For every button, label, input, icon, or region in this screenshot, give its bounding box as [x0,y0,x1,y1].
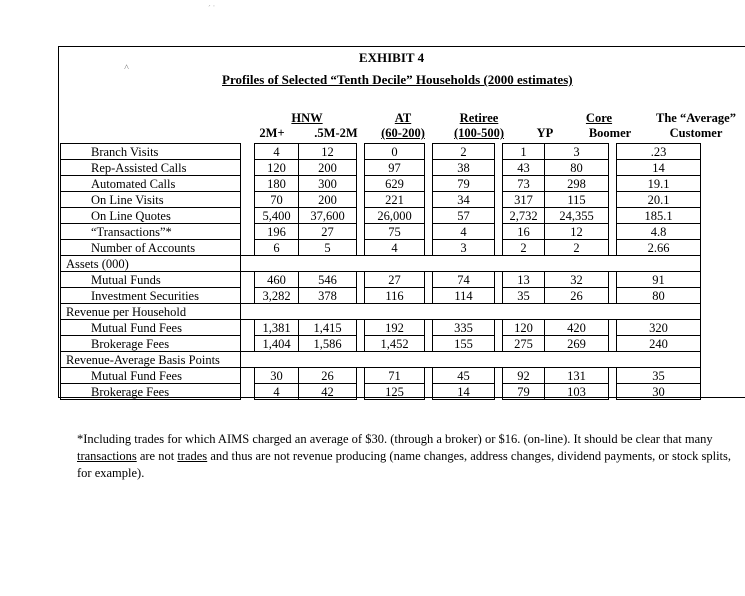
cell: 30 [255,368,299,384]
footnote-underline-transactions: transactions [77,449,137,463]
row-label: Mutual Fund Fees [61,320,241,336]
cell: 196 [255,224,299,240]
cell: 4 [433,224,495,240]
cell: 1,404 [255,336,299,352]
cell: 80 [617,288,701,304]
row-label: “Transactions”* [61,224,241,240]
row-label: Automated Calls [61,176,241,192]
cell: 185.1 [617,208,701,224]
cell: 298 [545,176,609,192]
cell: 1,381 [255,320,299,336]
cell: 103 [545,384,609,400]
cell: 155 [433,336,495,352]
cell: 221 [365,192,425,208]
cell: 57 [433,208,495,224]
section-assets: Assets (000) [61,256,241,272]
section-row [61,352,701,368]
section-bps: Revenue-Average Basis Points [61,352,241,368]
footnote-underline-trades: trades [177,449,208,463]
table-row [61,320,701,336]
cell: 629 [365,176,425,192]
group-hnw: HNW [291,111,323,125]
cell: 14 [617,160,701,176]
cell: 14 [433,384,495,400]
cell: 2,732 [503,208,545,224]
cell: 116 [365,288,425,304]
group-retiree: Retiree [459,111,499,125]
col-at: (60-200) [381,126,425,140]
cell: 200 [299,160,357,176]
cell: 200 [299,192,357,208]
cell: 19.1 [617,176,701,192]
cell: 32 [545,272,609,288]
cell: 192 [365,320,425,336]
cell: 460 [255,272,299,288]
table-row [61,288,701,304]
cell: 546 [299,272,357,288]
cell: 26,000 [365,208,425,224]
row-label: Brokerage Fees [61,336,241,352]
cell: 43 [503,160,545,176]
row-label: On Line Visits [61,192,241,208]
cell: 34 [433,192,495,208]
cell: 4.8 [617,224,701,240]
cell: 45 [433,368,495,384]
footnote-text-2: are not [136,449,178,463]
cell: 26 [545,288,609,304]
cell: 275 [503,336,545,352]
cell: 80 [545,160,609,176]
row-label: Brokerage Fees [61,384,241,400]
table-row [61,272,701,288]
cell: 38 [433,160,495,176]
cell: 6 [255,240,299,256]
cell: 131 [545,368,609,384]
cell: 5 [299,240,357,256]
cell: 27 [299,224,357,240]
cell: 3 [545,144,609,160]
cell: 180 [255,176,299,192]
cell: 30 [617,384,701,400]
exhibit-subtitle: Profiles of Selected “Tenth Decile” Households (2000 estimates) [222,72,573,87]
group-at: AT [394,111,412,125]
cell: .23 [617,144,701,160]
cell: 71 [365,368,425,384]
cell: 125 [365,384,425,400]
cell: 335 [433,320,495,336]
cell: 1,452 [365,336,425,352]
cell: 20.1 [617,192,701,208]
col-5m-2m: .5M-2M [314,126,358,140]
cell: 12 [299,144,357,160]
table-row [61,160,701,176]
cell: 317 [503,192,545,208]
row-label: Number of Accounts [61,240,241,256]
cell: 35 [617,368,701,384]
row-label: On Line Quotes [61,208,241,224]
cell: 16 [503,224,545,240]
cell: 3,282 [255,288,299,304]
cell: 5,400 [255,208,299,224]
table-row [61,240,701,256]
cell: 4 [255,144,299,160]
footnote [77,431,732,482]
cell: 13 [503,272,545,288]
cell: 240 [617,336,701,352]
cell: 269 [545,336,609,352]
cell: 92 [503,368,545,384]
cell: 73 [503,176,545,192]
cell: 1,415 [299,320,357,336]
cell: 114 [433,288,495,304]
section-row [61,256,701,272]
section-revenue: Revenue per Household [61,304,241,320]
col-retiree: (100-500) [454,126,504,140]
col-2m: 2M+ [259,126,285,140]
scan-artifact: ˊ ˈ [208,4,216,13]
cell: 12 [545,224,609,240]
cell: 35 [503,288,545,304]
cell: 420 [545,320,609,336]
table-row [61,208,701,224]
cell: 3 [433,240,495,256]
cell: 97 [365,160,425,176]
cell: 70 [255,192,299,208]
cell: 24,355 [545,208,609,224]
footnote-text-1: *Including trades for which AIMS charged an average of $30. (through a broker) or $16. (on-line). It should be clear that many [77,432,713,446]
cell: 91 [617,272,701,288]
row-label: Branch Visits [61,144,241,160]
cell: 378 [299,288,357,304]
cell: 79 [433,176,495,192]
group-core: Core [585,111,613,125]
cell: 320 [617,320,701,336]
table-row [61,384,701,400]
col-boomer: Boomer [588,126,632,140]
cell: 75 [365,224,425,240]
cell: 42 [299,384,357,400]
footnote-text-3: and thus are not revenue producing (name changes, address changes, dividend payments, or stock splits, for example). [77,449,732,480]
cell: 2 [545,240,609,256]
row-label: Mutual Funds [61,272,241,288]
cell: 0 [365,144,425,160]
section-row [61,304,701,320]
scan-artifact-mark: ˄ [124,62,130,72]
exhibit-title: EXHIBIT 4 [358,50,425,65]
cell: 4 [365,240,425,256]
cell: 115 [545,192,609,208]
cell: 120 [503,320,545,336]
cell: 2.66 [617,240,701,256]
table-row [61,144,701,160]
row-label: Mutual Fund Fees [61,368,241,384]
cell: 1,586 [299,336,357,352]
table-row [61,192,701,208]
table-row [61,336,701,352]
cell: 79 [503,384,545,400]
cell: 74 [433,272,495,288]
profiles-table [60,143,701,400]
cell: 27 [365,272,425,288]
cell: 300 [299,176,357,192]
cell: 2 [433,144,495,160]
cell: 4 [255,384,299,400]
col-customer: Customer [669,126,723,140]
table-row [61,224,701,240]
group-average: The “Average” [656,111,736,125]
cell: 120 [255,160,299,176]
cell: 26 [299,368,357,384]
cell: 1 [503,144,545,160]
row-label: Investment Securities [61,288,241,304]
col-yp: YP [536,126,554,140]
table-row [61,176,701,192]
cell: 2 [503,240,545,256]
row-label: Rep-Assisted Calls [61,160,241,176]
cell: 37,600 [299,208,357,224]
table-row [61,368,701,384]
